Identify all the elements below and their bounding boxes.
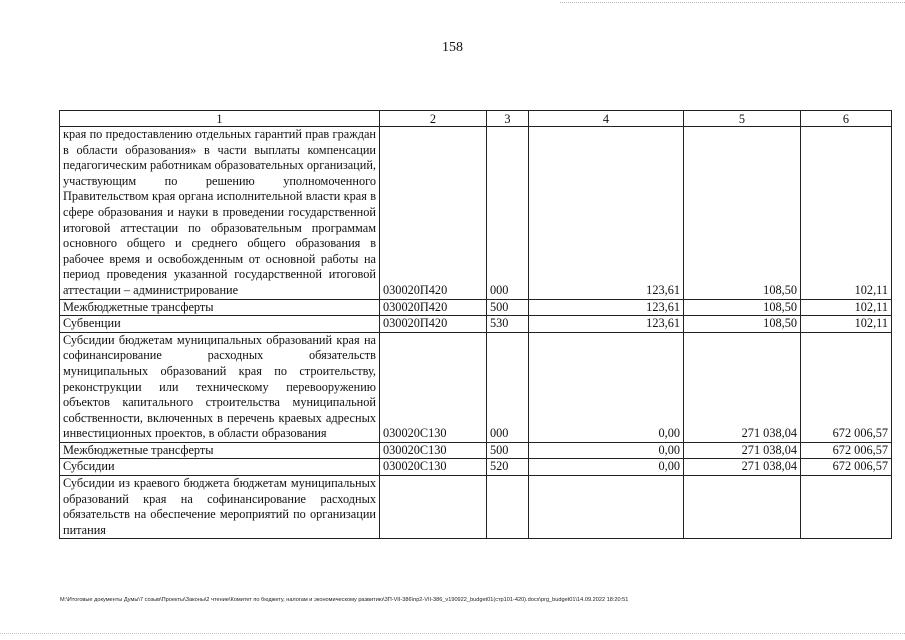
- row-type: 000: [487, 127, 529, 300]
- row-type: 500: [487, 442, 529, 459]
- row-value-col5: 108,50: [684, 127, 801, 300]
- table-row: [60, 127, 892, 300]
- table-row: [60, 299, 892, 316]
- header-col-2: 2: [380, 111, 487, 127]
- row-value-col4: [529, 476, 684, 539]
- row-value-col4: 123,61: [529, 299, 684, 316]
- header-col-1: 1: [60, 111, 380, 127]
- top-dotted-rule: [560, 2, 905, 3]
- row-value-col4: 0,00: [529, 459, 684, 476]
- row-type: 520: [487, 459, 529, 476]
- row-value-col4: 0,00: [529, 442, 684, 459]
- table-row: [60, 476, 892, 539]
- table-header-row: [60, 111, 892, 127]
- row-value-col5: 271 038,04: [684, 459, 801, 476]
- row-code: [380, 476, 487, 539]
- row-value-col4: 123,61: [529, 127, 684, 300]
- row-name: Межбюджетные трансферты: [60, 442, 380, 459]
- row-name: Субсидии: [60, 459, 380, 476]
- row-value-col6: 672 006,57: [801, 332, 892, 442]
- row-type: 000: [487, 332, 529, 442]
- header-col-4: 4: [529, 111, 684, 127]
- row-name: Субсидии из краевого бюджета бюджетам муниципальных образований края на софинансирование расходных обязательств на обеспечение мероприятий по организации питания: [60, 476, 380, 539]
- budget-table: [59, 110, 892, 539]
- bottom-dotted-rule: [0, 633, 905, 634]
- row-code: 030020С130: [380, 459, 487, 476]
- row-value-col5: 271 038,04: [684, 332, 801, 442]
- row-type: 530: [487, 316, 529, 333]
- row-code: 030020П420: [380, 299, 487, 316]
- table-row: [60, 316, 892, 333]
- row-name: края по предоставлению отдельных гарантий прав граждан в области образования» в части выплаты компенсации педагогическим работникам образовательных организаций, участвующим по решению уполномоченного Правительством края органа исполнительной власти края в сфере образования и науки в проведении государственной итоговой аттестации по образовательным программам основного общего и среднего общего образования в рабочее время и освобожденным от основной работы на период проведения указанной государственной итоговой аттестации – администрирование: [60, 127, 380, 300]
- table-row: [60, 442, 892, 459]
- row-value-col4: 0,00: [529, 332, 684, 442]
- table-row: [60, 459, 892, 476]
- row-code: 030020С130: [380, 332, 487, 442]
- row-value-col5: 108,50: [684, 299, 801, 316]
- row-code: 030020С130: [380, 442, 487, 459]
- row-value-col5: 108,50: [684, 316, 801, 333]
- table-row: [60, 332, 892, 442]
- row-code: 030020П420: [380, 316, 487, 333]
- header-col-3: 3: [487, 111, 529, 127]
- row-name: Межбюджетные трансферты: [60, 299, 380, 316]
- row-value-col6: [801, 476, 892, 539]
- page-number: 158: [442, 40, 463, 55]
- header-col-5: 5: [684, 111, 801, 127]
- row-value-col4: 123,61: [529, 316, 684, 333]
- row-value-col6: 102,11: [801, 299, 892, 316]
- row-value-col5: 271 038,04: [684, 442, 801, 459]
- row-name: Субвенции: [60, 316, 380, 333]
- footer-file-path: M:\Итоговые документы Думы\7 созыв\Проекты\Законы\2 чтение\Комитет по бюджету, налогам и экономическому развитию\3П-VII-386\пр2-VII-386_v190922_budget01(стр101-420).docx\prg_budget01\14.09.2022 18:20:51: [60, 597, 629, 603]
- row-code: 030020П420: [380, 127, 487, 300]
- row-value-col6: 672 006,57: [801, 442, 892, 459]
- row-type: 500: [487, 299, 529, 316]
- row-value-col6: 102,11: [801, 127, 892, 300]
- row-type: [487, 476, 529, 539]
- row-value-col6: 672 006,57: [801, 459, 892, 476]
- header-col-6: 6: [801, 111, 892, 127]
- row-value-col6: 102,11: [801, 316, 892, 333]
- row-name: Субсидии бюджетам муниципальных образований края на софинансирование расходных обязательств муниципальных образований края по строительству, реконструкции или техническому перевооружению объектов капитального строительства муниципальной собственности, включенных в перечень краевых адресных инвестиционных проектов, в области образования: [60, 332, 380, 442]
- row-value-col5: [684, 476, 801, 539]
